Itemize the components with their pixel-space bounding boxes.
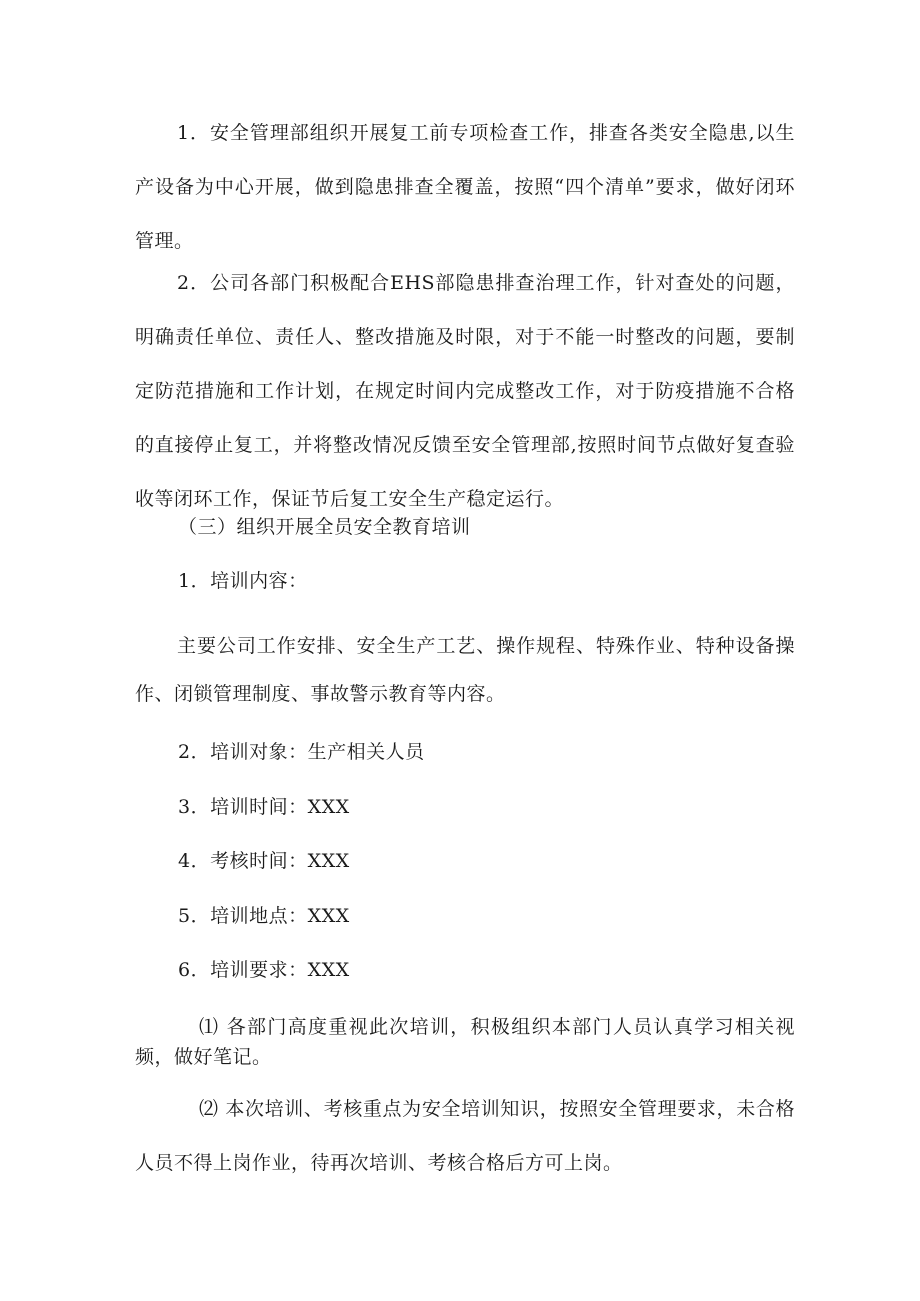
list-item-training-location: 5．培训地点：XXX [178, 905, 350, 927]
section-heading-3: （三）组织开展全员安全教育培训 [178, 516, 471, 538]
paragraph-item-2: 2．公司各部门积极配合EHS部隐患排查治理工作，针对查处的问题，明确责任单位、责任人、整改措施及时限，对于不能一时整改的问题，要制定防范措施和工作计划，在规定时间内完成整改工作，对于防疫措施不合格的直接停止复工，并将整改情况反馈至安全管理部,按照时间节点做好复查验收等闭环工作，保证节后复工安全生产稳定运行。 [135, 272, 795, 510]
list-item-assessment-time: 4．考核时间：XXX [178, 850, 350, 872]
list-item-training-requirements: 6．培训要求：XXX [178, 959, 350, 981]
requirement-2: ⑵ 本次培训、考核重点为安全培训知识，按照安全管理要求，未合格人员不得上岗作业，待再次培训、考核合格后方可上岗。 [135, 1098, 795, 1174]
paragraph-item-1: 1．安全管理部组织开展复工前专项检查工作，排查各类安全隐患,以生产设备为中心开展，做到隐患排查全覆盖，按照“四个清单”要求，做好闭环管理。 [135, 122, 795, 252]
list-item-training-time: 3．培训时间：XXX [178, 796, 350, 818]
list-item-training-target: 2．培训对象：生产相关人员 [178, 741, 425, 763]
paragraph-training-content-body: 主要公司工作安排、安全生产工艺、操作规程、特殊作业、特种设备操作、闭锁管理制度、事故警示教育等内容。 [135, 635, 795, 705]
list-item-training-content: 1．培训内容： [178, 570, 308, 592]
requirement-1: ⑴ 各部门高度重视此次培训，积极组织本部门人员认真学习相关视频，做好笔记。 [135, 1016, 795, 1068]
